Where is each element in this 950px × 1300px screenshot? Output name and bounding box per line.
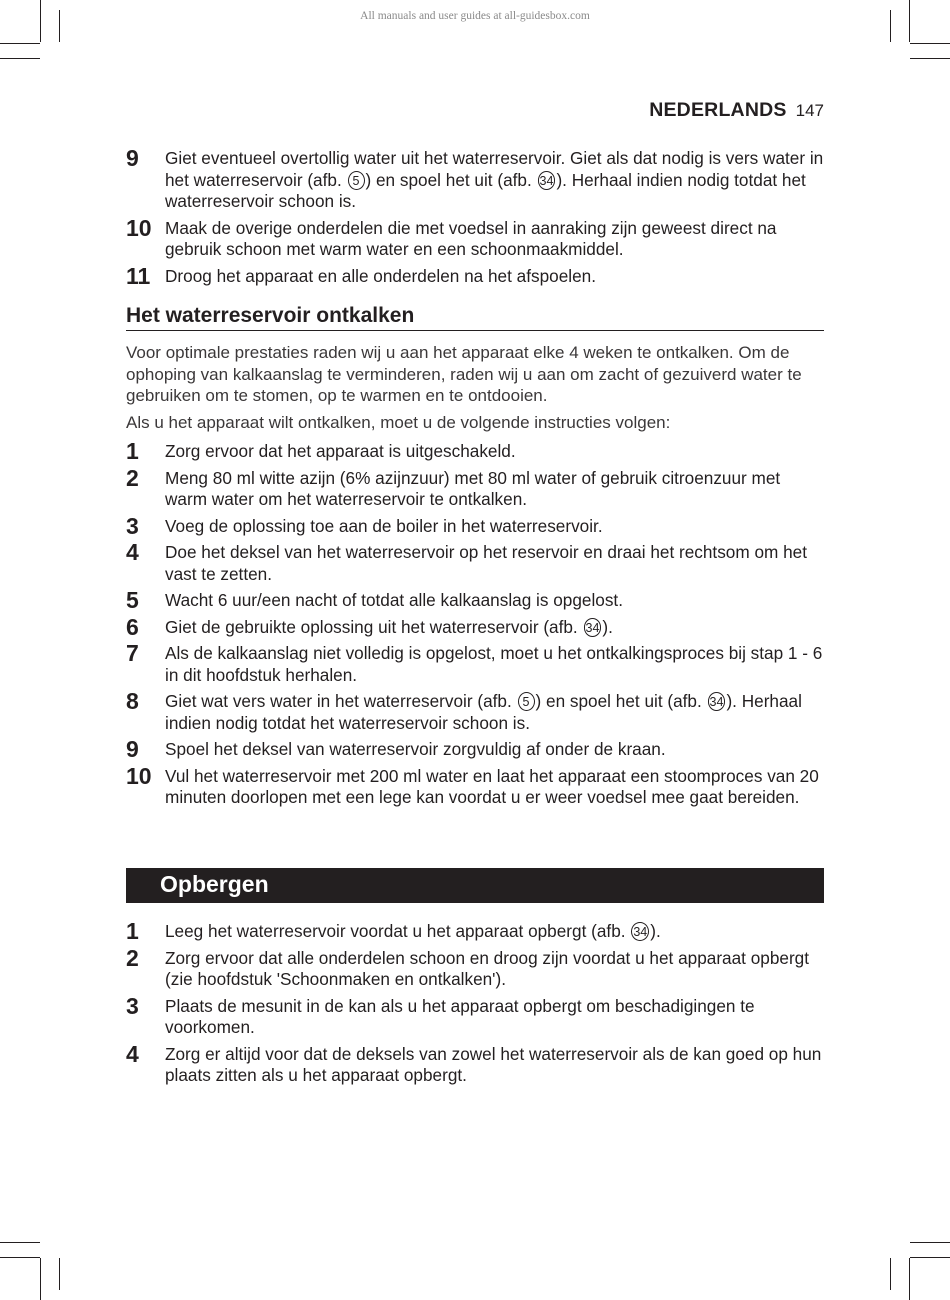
step-number: 2 bbox=[126, 464, 139, 491]
list-item: 2 Zorg ervoor dat alle onderdelen schoon en droog zijn voordat u het apparaat opbergt (zie hoofdstuk 'Schoonmaken en ontkalken'). bbox=[126, 944, 810, 989]
step-number: 7 bbox=[126, 640, 139, 666]
list-item: 11 Droog het apparaat en alle onderdelen na het afspoelen. bbox=[126, 262, 596, 289]
step-number: 8 bbox=[126, 688, 139, 714]
step-number: 11 bbox=[126, 262, 151, 289]
step-number: 1 bbox=[126, 438, 139, 464]
instruction-paragraph: Als u het apparaat wilt ontkalken, moet u de volgende instructies volgen: bbox=[126, 413, 671, 432]
step-number: 10 bbox=[126, 762, 152, 789]
page-header bbox=[649, 99, 824, 122]
list-item: 5 Wacht 6 uur/een nacht of totdat alle kalkaanslag is opgelost. bbox=[126, 587, 623, 613]
figure-ref: 34 bbox=[538, 171, 556, 190]
list-item: 7 Als de kalkaanslag niet volledig is opgelost, moet u het ontkalkingsproces bij stap 1 - 6 in dit hoofdstuk herhalen. bbox=[126, 640, 823, 685]
list-item: 2 Meng 80 ml witte azijn (6% azijnzuur) met 80 ml water of gebruik citroenzuur met warm water om het waterreservoir te ontkalken. bbox=[126, 464, 781, 509]
step-number: 3 bbox=[126, 992, 139, 1019]
intro-paragraph: Voor optimale prestaties raden wij u aan het apparaat elke 4 weken te ontkalken. Om de ophoping van kalkaanslag te verminderen, raden wij u aan om zacht of gezuiverd water te gebruiken om te stomen, op te warmen en te ontdooien. bbox=[126, 343, 802, 405]
figure-ref: 34 bbox=[708, 692, 726, 711]
step-number: 6 bbox=[126, 613, 139, 640]
list-item: 8 Giet wat vers water in het waterreservoir (afb. 5 ) en spoel het uit (afb. 34 ). Herhaal indien nodig totdat het waterreservoir schoon is. bbox=[126, 688, 802, 733]
step-number: 9 bbox=[126, 145, 139, 171]
list-item: 4 Zorg er altijd voor dat de deksels van zowel het waterreservoir als de kan goed op hun plaats zitten als u het apparaat opbergt. bbox=[126, 1040, 822, 1085]
list-item: 1 Leeg het waterreservoir voordat u het apparaat opbergt (afb. 34 ). bbox=[126, 918, 661, 944]
list-item: 10 Maak de overige onderdelen die met voedsel in aanraking zijn geweest direct na gebruik schoon met warm water en een schoonmaakmiddel. bbox=[126, 214, 777, 259]
storage-steps bbox=[126, 918, 824, 1087]
language-label: NEDERLANDS bbox=[649, 99, 787, 121]
step-number: 5 bbox=[126, 587, 139, 613]
list-item: 3 Voeg de oplossing toe aan de boiler in het waterreservoir. bbox=[126, 512, 603, 539]
figure-ref: 34 bbox=[584, 618, 602, 637]
section-title: Het waterreservoir ontkalken bbox=[126, 304, 824, 331]
list-item: 1 Zorg ervoor dat het apparaat is uitgeschakeld. bbox=[126, 438, 516, 464]
list-item: 3 Plaats de mesunit in de kan als u het apparaat opbergt om beschadigingen te voorkomen. bbox=[126, 992, 755, 1037]
figure-ref: 34 bbox=[631, 922, 649, 941]
figure-ref: 5 bbox=[348, 171, 365, 190]
step-number: 9 bbox=[126, 736, 139, 762]
step-number: 2 bbox=[126, 944, 139, 971]
chapter-heading bbox=[126, 868, 824, 903]
list-item: 6 Giet de gebruikte oplossing uit het waterreservoir (afb. 34 ). bbox=[126, 613, 613, 640]
list-item: 4 Doe het deksel van het waterreservoir op het reservoir en draai het rechtsom om het vast te zetten. bbox=[126, 539, 807, 584]
step-number: 4 bbox=[126, 1040, 139, 1067]
figure-ref: 5 bbox=[518, 692, 535, 711]
step-number: 4 bbox=[126, 539, 139, 565]
page-number: 147 bbox=[795, 101, 824, 120]
list-item: 10 Vul het waterreservoir met 200 ml water en laat het apparaat een stoomproces van 20 minuten doorlopen met een lege kan voordat u er weer voedsel mee gaat bereiden. bbox=[126, 762, 819, 807]
step-number: 10 bbox=[126, 214, 152, 241]
step-number: 1 bbox=[126, 918, 139, 944]
step-number: 3 bbox=[126, 512, 139, 539]
cleaning-steps bbox=[126, 145, 824, 289]
descale-steps bbox=[126, 438, 824, 809]
list-item: 9 Spoel het deksel van waterreservoir zorgvuldig af onder de kraan. bbox=[126, 736, 666, 762]
watermark: All manuals and user guides at all-guidesbox.com bbox=[360, 10, 590, 22]
list-item: 9 Giet eventueel overtollig water uit het waterreservoir. Giet als dat nodig is vers water in het waterreservoir (afb. 5 ) en spoel het uit (afb. 34 ). Herhaal indien nodig totdat het waterreservoir schoon is. bbox=[126, 145, 824, 211]
chapter-title: Opbergen bbox=[160, 871, 269, 897]
